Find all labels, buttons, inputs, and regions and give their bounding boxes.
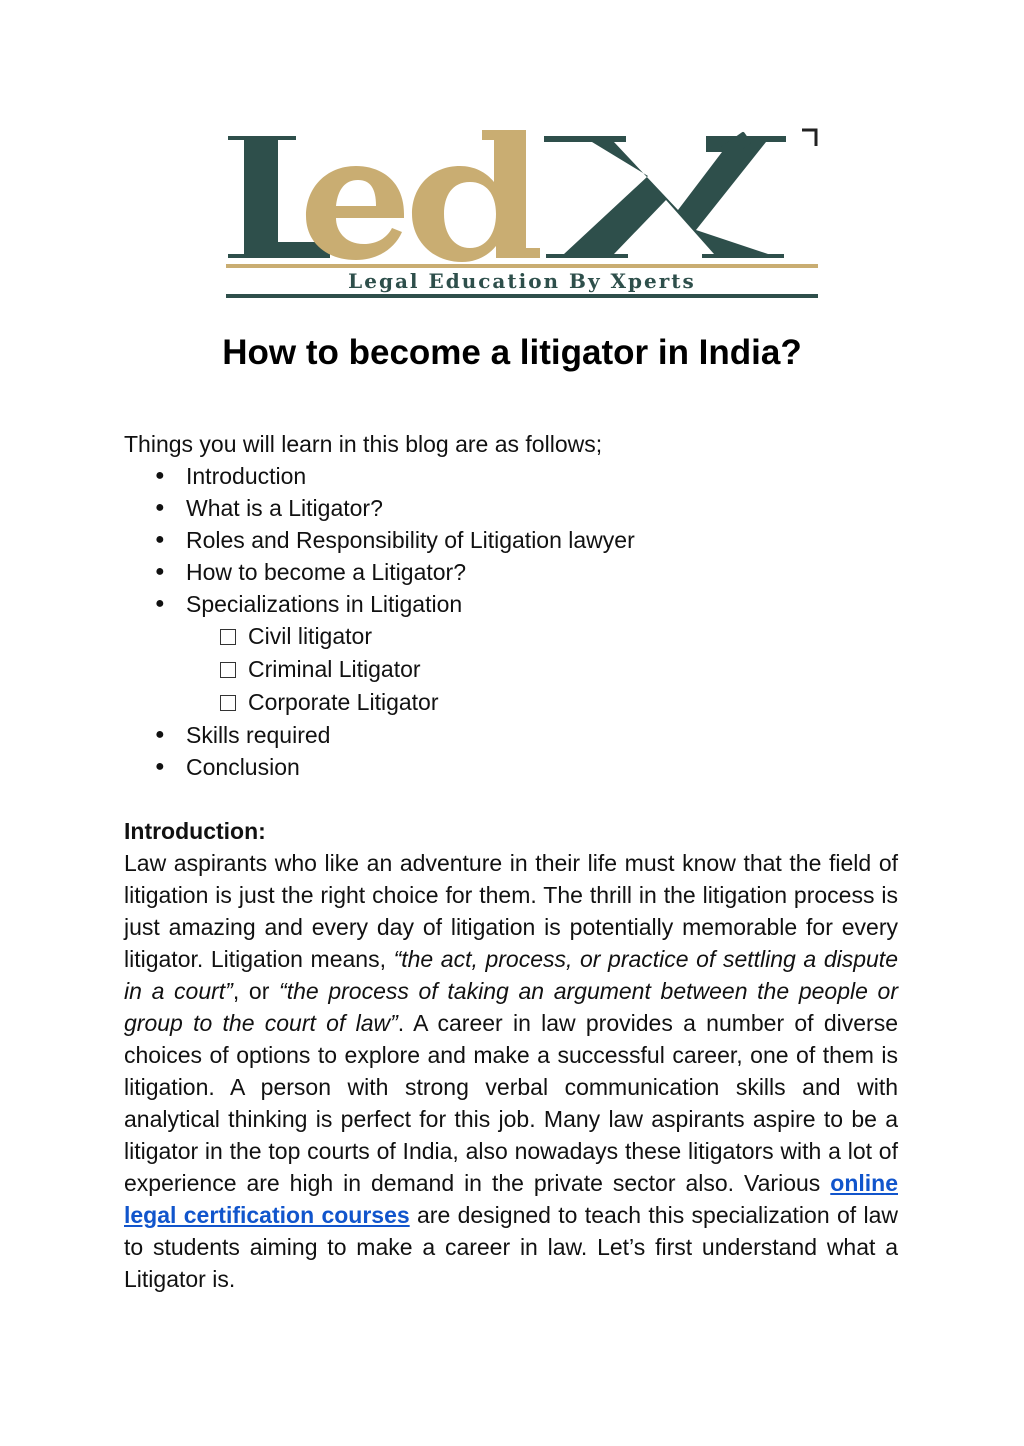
subtopic-item: Criminal Litigator [124, 653, 898, 686]
checkbox-icon [220, 629, 236, 645]
topic-item: ● Conclusion [124, 751, 898, 783]
introduction-heading: Introduction: [124, 818, 266, 844]
bullet-icon: ● [155, 531, 165, 548]
certification-courses-link[interactable]: online legal certification courses [124, 1170, 898, 1228]
topics-intro: Things you will learn in this blog are as follows; [124, 431, 603, 457]
quote-definition-2: “the process of taking an argument between the people or group to the court of law” [124, 978, 899, 1036]
bullet-icon: ● [155, 726, 165, 743]
logo-divider-top [226, 264, 818, 268]
topic-item: ● Specializations in Litigation [124, 588, 898, 620]
logo-tagline: Legal Education By Xperts [348, 269, 696, 293]
subtopics-list [124, 620, 898, 719]
page-title: How to become a litigator in India? [222, 333, 802, 372]
topic-item: ● Skills required [124, 719, 898, 751]
topic-item: ● Roles and Responsibility of Litigation lawyer [124, 524, 898, 556]
ledx-logo [226, 126, 822, 302]
quote-definition-1: “the act, process, or practice of settling a dispute in a court” [124, 946, 898, 1004]
topic-item: ● Introduction [124, 460, 898, 492]
introduction-paragraph: Law aspirants who like an adventure in their life must know that the field of litigation is just the right choice for them. The thrill in the litigation process is just amazing and every day of litigation is potentially memorable for every litigator. Litigation means, “the act, process, or practice of settling a dispute in a court”, or “the process of taking an argument between the people or group to the court of law”. A career in law provides a number of diverse choices of options to explore and make a successful career, one of them is litigation. A person with strong verbal communication skills and with analytical thinking is perfect for this job. Many law aspirants aspire to be a litigator in the top courts of India, also nowadays these litigators with a lot of experience are high in demand in the private sector also. Various online legal certification courses are designed to teach this specialization of law to students aiming to make a career in law. Let’s first understand what a Litigator is. [124, 850, 899, 1292]
bullet-icon: ● [155, 595, 165, 612]
logo-letter-d [412, 130, 540, 262]
article-body [124, 428, 898, 1295]
logo-letter-e [306, 166, 404, 260]
corner-mark [802, 130, 816, 146]
topic-item: ● How to become a Litigator? [124, 556, 898, 588]
logo-divider-bottom [226, 294, 818, 298]
subtopic-item: Civil litigator [124, 620, 898, 653]
topics-list [124, 460, 898, 620]
topics-list-continued [124, 719, 898, 783]
ledx-logo-graphic [226, 126, 822, 302]
checkbox-icon [220, 662, 236, 678]
bullet-icon: ● [155, 758, 165, 775]
subtopic-item: Corporate Litigator [124, 686, 898, 719]
topic-item: ● What is a Litigator? [124, 492, 898, 524]
bullet-icon: ● [155, 499, 165, 516]
checkbox-icon [220, 695, 236, 711]
bullet-icon: ● [155, 563, 165, 580]
bullet-icon: ● [155, 467, 165, 484]
logo-letter-x [544, 136, 786, 258]
